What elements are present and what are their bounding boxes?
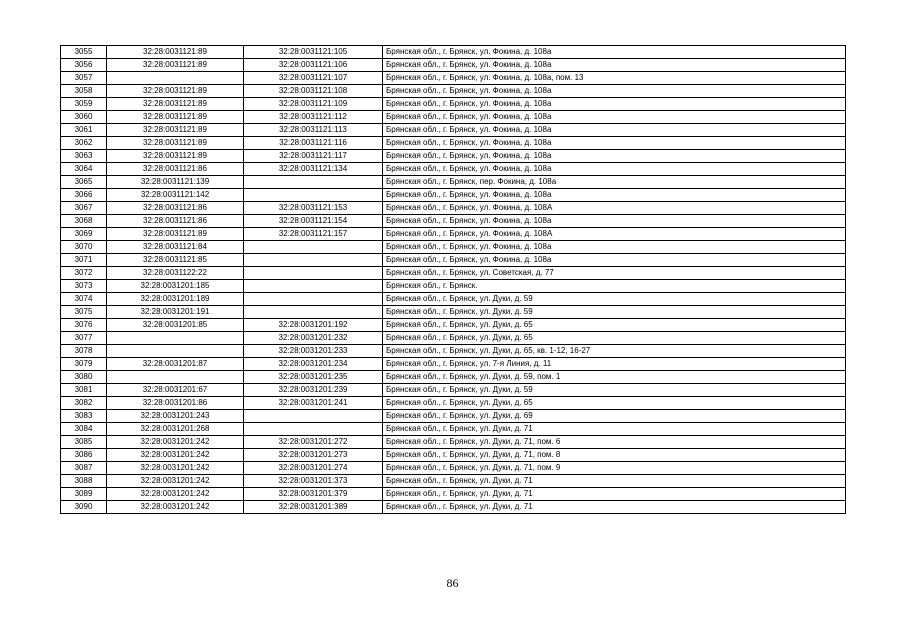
table-row [61,449,846,462]
cadastral-number-cell: 32:28:0031121:134 [244,163,383,176]
parent-cadastral-number-cell: 32:28:0031201:242 [107,501,244,514]
parent-cadastral-number-cell: 32:28:0031121:142 [107,189,244,202]
parent-cadastral-number-cell: 32:28:0031121:86 [107,163,244,176]
cadastral-number-cell [244,280,383,293]
table-row [61,111,846,124]
table-row [61,319,846,332]
address-cell: Брянская обл., г. Брянск, ул. Советская, д. 77 [383,267,846,280]
cadastral-number-cell [244,241,383,254]
parent-cadastral-number-cell: 32:28:0031121:89 [107,59,244,72]
table-row [61,189,846,202]
table-row [61,358,846,371]
cadastral-registry-table [60,45,846,514]
address-cell: Брянская обл., г. Брянск, ул. Дуки, д. 59 [383,384,846,397]
row-number-cell: 3067 [61,202,107,215]
row-number-cell: 3070 [61,241,107,254]
parent-cadastral-number-cell: 32:28:0031201:242 [107,475,244,488]
cadastral-number-cell: 32:28:0031121:112 [244,111,383,124]
cadastral-number-cell [244,410,383,423]
row-number-cell: 3082 [61,397,107,410]
row-number-cell: 3078 [61,345,107,358]
parent-cadastral-number-cell: 32:28:0031121:89 [107,111,244,124]
row-number-cell: 3083 [61,410,107,423]
address-cell: Брянская обл., г. Брянск, ул. Фокина, д. 108а [383,85,846,98]
cadastral-number-cell: 32:28:0031201:232 [244,332,383,345]
parent-cadastral-number-cell: 32:28:0031121:85 [107,254,244,267]
address-cell: Брянская обл., г. Брянск, ул. Фокина, д. 108а [383,163,846,176]
cadastral-number-cell: 32:28:0031121:117 [244,150,383,163]
cadastral-number-cell: 32:28:0031121:157 [244,228,383,241]
cadastral-number-cell: 32:28:0031121:116 [244,137,383,150]
row-number-cell: 3066 [61,189,107,202]
table-row [61,202,846,215]
row-number-cell: 3090 [61,501,107,514]
address-cell: Брянская обл., г. Брянск, ул. Дуки, д. 59 [383,306,846,319]
row-number-cell: 3076 [61,319,107,332]
table-row [61,241,846,254]
address-cell: Брянская обл., г. Брянск, ул. Фокина, д. 108а [383,46,846,59]
cadastral-number-cell: 32:28:0031201:241 [244,397,383,410]
cadastral-number-cell: 32:28:0031201:379 [244,488,383,501]
row-number-cell: 3065 [61,176,107,189]
parent-cadastral-number-cell: 32:28:0031121:84 [107,241,244,254]
parent-cadastral-number-cell: 32:28:0031121:139 [107,176,244,189]
row-number-cell: 3079 [61,358,107,371]
address-cell: Брянская обл., г. Брянск, ул. Дуки, д. 65 [383,319,846,332]
table-row [61,98,846,111]
parent-cadastral-number-cell: 32:28:0031201:86 [107,397,244,410]
cadastral-number-cell [244,293,383,306]
table-row [61,488,846,501]
address-cell: Брянская обл., г. Брянск, ул. Фокина, д. 108А [383,202,846,215]
cadastral-number-cell: 32:28:0031201:273 [244,449,383,462]
row-number-cell: 3087 [61,462,107,475]
address-cell: Брянская обл., г. Брянск, ул. Фокина, д. 108а [383,124,846,137]
address-cell: Брянская обл., г. Брянск, ул. Фокина, д. 108а [383,98,846,111]
row-number-cell: 3057 [61,72,107,85]
table-row [61,397,846,410]
row-number-cell: 3063 [61,150,107,163]
cadastral-number-cell: 32:28:0031121:105 [244,46,383,59]
table-row [61,85,846,98]
table-row [61,436,846,449]
parent-cadastral-number-cell: 32:28:0031121:86 [107,202,244,215]
parent-cadastral-number-cell: 32:28:0031201:67 [107,384,244,397]
table-row [61,228,846,241]
table-row [61,124,846,137]
parent-cadastral-number-cell: 32:28:0031201:242 [107,462,244,475]
table-row [61,410,846,423]
table-row [61,306,846,319]
address-cell: Брянская обл., г. Брянск. [383,280,846,293]
row-number-cell: 3086 [61,449,107,462]
cadastral-number-cell: 32:28:0031121:153 [244,202,383,215]
parent-cadastral-number-cell: 32:28:0031201:185 [107,280,244,293]
row-number-cell: 3073 [61,280,107,293]
row-number-cell: 3080 [61,371,107,384]
table-row [61,176,846,189]
table-row [61,46,846,59]
cadastral-number-cell [244,254,383,267]
parent-cadastral-number-cell [107,72,244,85]
address-cell: Брянская обл., г. Брянск, ул. Фокина, д. 108а [383,111,846,124]
address-cell: Брянская обл., г. Брянск, ул. Фокина, д. 108а [383,137,846,150]
parent-cadastral-number-cell: 32:28:0031121:89 [107,46,244,59]
cadastral-number-cell: 32:28:0031201:234 [244,358,383,371]
table-row [61,267,846,280]
cadastral-number-cell: 32:28:0031121:154 [244,215,383,228]
address-cell: Брянская обл., г. Брянск, ул. Дуки, д. 65, кв. 1-12, 16-27 [383,345,846,358]
parent-cadastral-number-cell: 32:28:0031121:89 [107,150,244,163]
row-number-cell: 3075 [61,306,107,319]
parent-cadastral-number-cell: 32:28:0031121:89 [107,85,244,98]
row-number-cell: 3064 [61,163,107,176]
table-row [61,59,846,72]
address-cell: Брянская обл., г. Брянск, ул. Фокина, д. 108а [383,150,846,163]
cadastral-number-cell [244,176,383,189]
parent-cadastral-number-cell: 32:28:0031201:242 [107,488,244,501]
row-number-cell: 3056 [61,59,107,72]
table-row [61,150,846,163]
address-cell: Брянская обл., г. Брянск, ул. Дуки, д. 65 [383,332,846,345]
address-cell: Брянская обл., г. Брянск, ул. Дуки, д. 71 [383,488,846,501]
parent-cadastral-number-cell: 32:28:0031201:189 [107,293,244,306]
address-cell: Брянская обл., г. Брянск, ул. Дуки, д. 71, пом. 6 [383,436,846,449]
cadastral-number-cell: 32:28:0031121:106 [244,59,383,72]
parent-cadastral-number-cell: 32:28:0031121:89 [107,98,244,111]
row-number-cell: 3081 [61,384,107,397]
address-cell: Брянская обл., г. Брянск, ул. Дуки, д. 71, пом. 8 [383,449,846,462]
cadastral-number-cell: 32:28:0031201:389 [244,501,383,514]
row-number-cell: 3072 [61,267,107,280]
row-number-cell: 3059 [61,98,107,111]
row-number-cell: 3062 [61,137,107,150]
address-cell: Брянская обл., г. Брянск, ул. Дуки, д. 71 [383,501,846,514]
parent-cadastral-number-cell: 32:28:0031201:243 [107,410,244,423]
cadastral-number-cell: 32:28:0031201:272 [244,436,383,449]
row-number-cell: 3061 [61,124,107,137]
page-number: 86 [446,576,459,590]
row-number-cell: 3055 [61,46,107,59]
parent-cadastral-number-cell [107,332,244,345]
table-row [61,345,846,358]
address-cell: Брянская обл., г. Брянск, пер. Фокина, д. 108а [383,176,846,189]
table-row [61,332,846,345]
parent-cadastral-number-cell [107,345,244,358]
address-cell: Брянская обл., г. Брянск, ул. Дуки, д. 71, пом. 9 [383,462,846,475]
row-number-cell: 3088 [61,475,107,488]
row-number-cell: 3068 [61,215,107,228]
cadastral-number-cell [244,306,383,319]
table-row [61,475,846,488]
row-number-cell: 3084 [61,423,107,436]
table-row [61,371,846,384]
address-cell: Брянская обл., г. Брянск, ул. Дуки, д. 69 [383,410,846,423]
cadastral-number-cell: 32:28:0031121:108 [244,85,383,98]
table-row [61,423,846,436]
row-number-cell: 3089 [61,488,107,501]
address-cell: Брянская обл., г. Брянск, ул. Фокина, д. 108а [383,59,846,72]
cadastral-number-cell: 32:28:0031201:274 [244,462,383,475]
table-row [61,293,846,306]
table-row [61,137,846,150]
table-row [61,280,846,293]
address-cell: Брянская обл., г. Брянск, ул. Фокина, д. 108а [383,254,846,267]
parent-cadastral-number-cell: 32:28:0031121:89 [107,137,244,150]
address-cell: Брянская обл., г. Брянск, ул. Фокина, д. 108А [383,228,846,241]
table-row [61,163,846,176]
cadastral-number-cell: 32:28:0031201:192 [244,319,383,332]
address-cell: Брянская обл., г. Брянск, ул. 7-я Линия, д. 11 [383,358,846,371]
cadastral-number-cell: 32:28:0031201:235 [244,371,383,384]
address-cell: Брянская обл., г. Брянск, ул. Фокина, д. 108а [383,189,846,202]
parent-cadastral-number-cell: 32:28:0031121:89 [107,228,244,241]
parent-cadastral-number-cell: 32:28:0031201:242 [107,436,244,449]
cadastral-number-cell: 32:28:0031121:109 [244,98,383,111]
address-cell: Брянская обл., г. Брянск, ул. Дуки, д. 59, пом. 1 [383,371,846,384]
row-number-cell: 3069 [61,228,107,241]
parent-cadastral-number-cell: 32:28:0031201:268 [107,423,244,436]
cadastral-number-cell [244,423,383,436]
cadastral-number-cell: 32:28:0031121:113 [244,124,383,137]
table-row [61,384,846,397]
parent-cadastral-number-cell: 32:28:0031201:242 [107,449,244,462]
cadastral-number-cell: 32:28:0031201:233 [244,345,383,358]
cadastral-number-cell: 32:28:0031201:373 [244,475,383,488]
row-number-cell: 3060 [61,111,107,124]
address-cell: Брянская обл., г. Брянск, ул. Дуки, д. 71 [383,475,846,488]
row-number-cell: 3071 [61,254,107,267]
parent-cadastral-number-cell: 32:28:0031201:85 [107,319,244,332]
address-cell: Брянская обл., г. Брянск, ул. Фокина, д. 108а [383,241,846,254]
parent-cadastral-number-cell: 32:28:0031122:22 [107,267,244,280]
cadastral-number-cell: 32:28:0031201:239 [244,384,383,397]
address-cell: Брянская обл., г. Брянск, ул. Дуки, д. 59 [383,293,846,306]
row-number-cell: 3085 [61,436,107,449]
cadastral-number-cell [244,189,383,202]
parent-cadastral-number-cell: 32:28:0031201:87 [107,358,244,371]
row-number-cell: 3074 [61,293,107,306]
table-row [61,501,846,514]
cadastral-number-cell: 32:28:0031121:107 [244,72,383,85]
table-body [61,46,846,514]
parent-cadastral-number-cell: 32:28:0031121:89 [107,124,244,137]
address-cell: Брянская обл., г. Брянск, ул. Дуки, д. 71 [383,423,846,436]
row-number-cell: 3058 [61,85,107,98]
table-row [61,72,846,85]
parent-cadastral-number-cell [107,371,244,384]
parent-cadastral-number-cell: 32:28:0031121:86 [107,215,244,228]
cadastral-number-cell [244,267,383,280]
table-row [61,215,846,228]
address-cell: Брянская обл., г. Брянск, ул. Фокина, д. 108а, пом. 13 [383,72,846,85]
parent-cadastral-number-cell: 32:28:0031201:191 [107,306,244,319]
address-cell: Брянская обл., г. Брянск, ул. Дуки, д. 65 [383,397,846,410]
table-row [61,254,846,267]
row-number-cell: 3077 [61,332,107,345]
address-cell: Брянская обл., г. Брянск, ул. Фокина, д. 108а [383,215,846,228]
table-row [61,462,846,475]
